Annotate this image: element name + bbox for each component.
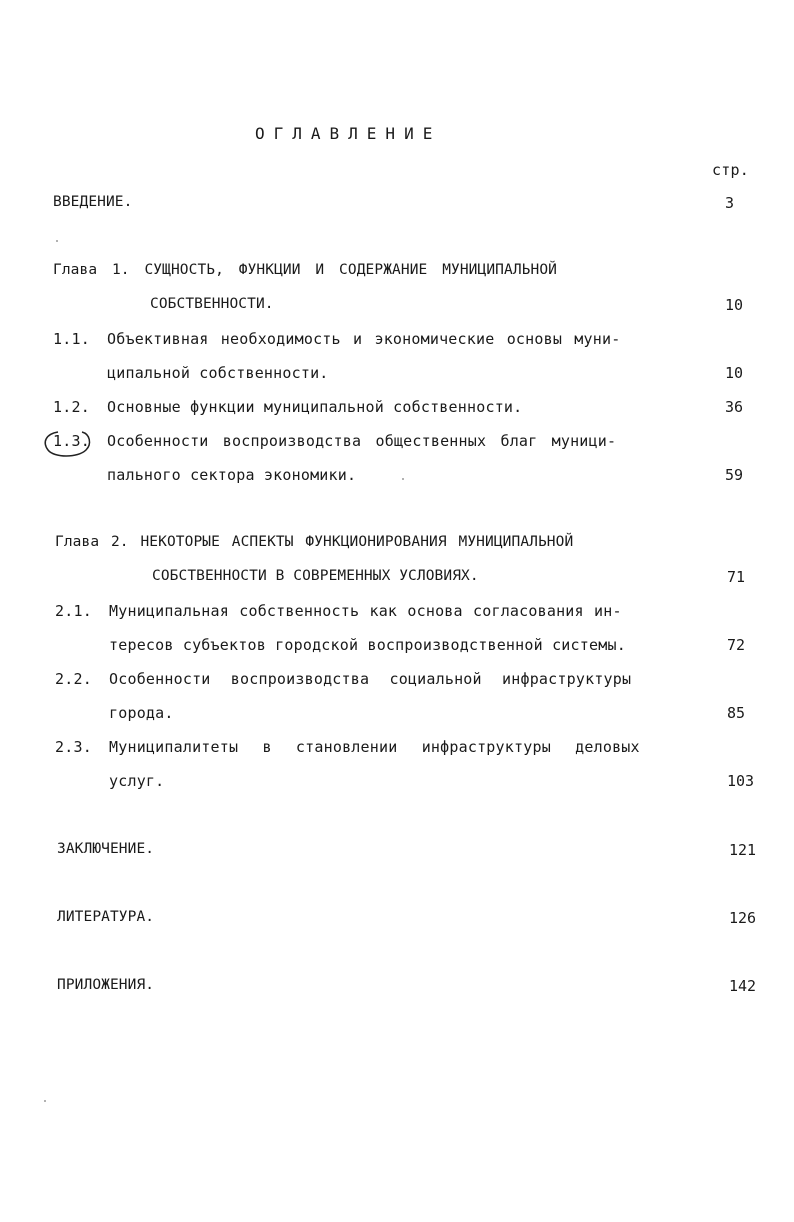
chapter1-title-line1: Глава 1. СУЩНОСТЬ, ФУНКЦИИ И СОДЕРЖАНИЕ МУНИЦИПАЛЬНОЙ xyxy=(53,262,557,278)
section-number: 2.3. xyxy=(55,738,92,756)
section-title-line2: услуг. xyxy=(109,772,165,790)
page-column-label: стр. xyxy=(712,161,749,179)
section-page: 10 xyxy=(725,364,744,382)
section-number: 1.1. xyxy=(53,330,90,348)
section-number: 2.1. xyxy=(55,602,92,620)
section-title-line2: города. xyxy=(109,704,174,722)
conclusion-title: ЗАКЛЮЧЕНИЕ. xyxy=(57,841,155,857)
section-page: 103 xyxy=(727,772,755,790)
section-title-line2: тересов субъектов городской воспроизводственной системы. xyxy=(109,636,626,654)
section-page: 72 xyxy=(727,636,746,654)
section-number: 1.3. xyxy=(53,432,90,450)
section-title-line1: Муниципалитеты в становлении инфраструктуры деловых xyxy=(109,738,640,756)
section-number: 2.2. xyxy=(55,670,92,688)
appendix-page: 142 xyxy=(729,977,757,995)
section-page: 36 xyxy=(725,398,744,416)
page-title: ОГЛАВЛЕНИЕ xyxy=(255,124,442,143)
section-title-line1: Особенности воспроизводства общественных благ муници- xyxy=(107,432,617,450)
section-number: 1.2. xyxy=(53,398,90,416)
section-title-line1: Основные функции муниципальной собственности. xyxy=(107,398,523,416)
section-page: 85 xyxy=(727,704,746,722)
appendix-title: ПРИЛОЖЕНИЯ. xyxy=(57,977,155,993)
chapter2-title-line2: СОБСТВЕННОСТИ В СОВРЕМЕННЫХ УСЛОВИЯХ. xyxy=(152,568,479,584)
section-page: 59 xyxy=(725,466,744,484)
chapter1-title-line2: СОБСТВЕННОСТИ. xyxy=(150,296,274,312)
scan-speck xyxy=(56,240,58,242)
section-title-line2: пального сектора экономики. xyxy=(107,466,357,484)
intro-page: 3 xyxy=(725,194,735,212)
scan-speck xyxy=(44,1100,46,1102)
chapter1-page: 10 xyxy=(725,296,744,314)
section-title-line1: Объективная необходимость и экономические основы муни- xyxy=(107,330,621,348)
literature-title: ЛИТЕРАТУРА. xyxy=(57,909,155,925)
chapter2-title-line1: Глава 2. НЕКОТОРЫЕ АСПЕКТЫ ФУНКЦИОНИРОВАНИЯ МУНИЦИПАЛЬНОЙ xyxy=(55,534,574,550)
section-title-line1: Особенности воспроизводства социальной инфраструктуры xyxy=(109,670,632,688)
scan-speck xyxy=(402,478,404,480)
section-title-line2: ципальной собственности. xyxy=(107,364,329,382)
chapter2-page: 71 xyxy=(727,568,746,586)
literature-page: 126 xyxy=(729,909,757,927)
intro-title: ВВЕДЕНИЕ. xyxy=(53,194,133,210)
conclusion-page: 121 xyxy=(729,841,757,859)
section-title-line1: Муниципальная собственность как основа согласования ин- xyxy=(109,602,622,620)
